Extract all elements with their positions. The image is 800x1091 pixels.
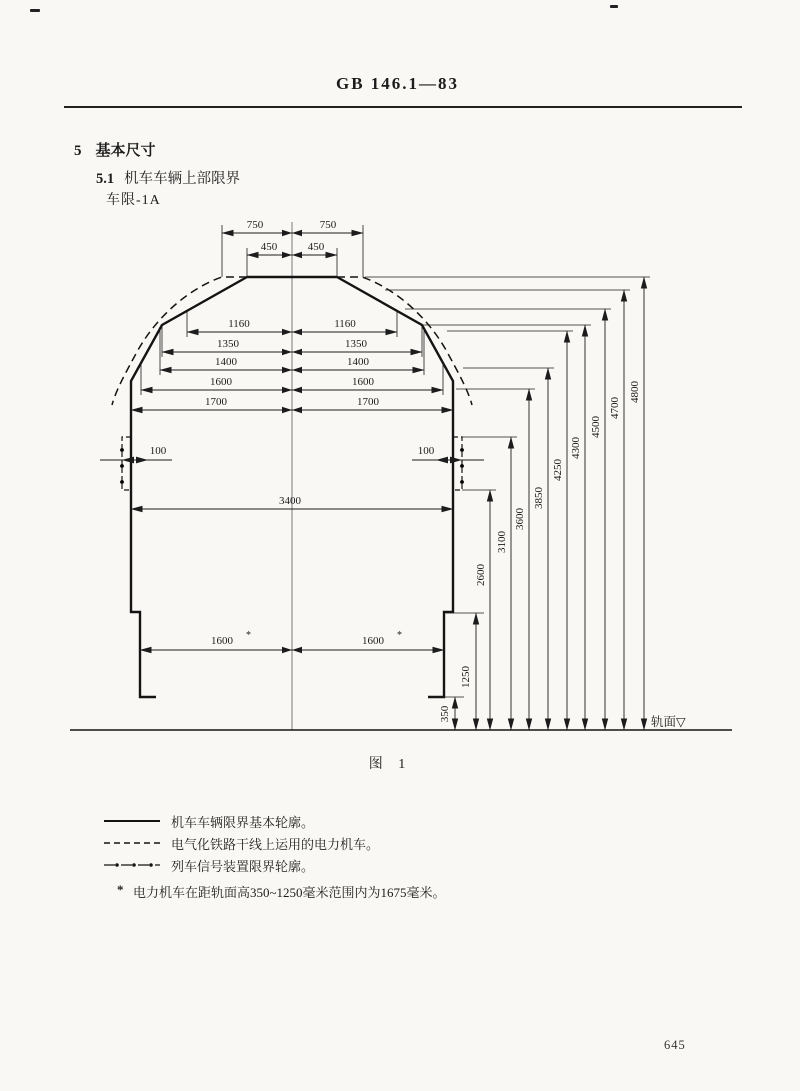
dim-label-1600-right: 1600: [352, 376, 374, 388]
signal-outline-dot: [120, 480, 124, 484]
dim-label-signal-offset-left: 100: [149, 445, 167, 457]
header-rule: [64, 106, 742, 108]
legend-label: 机车车辆限界基本轮廓。: [171, 814, 315, 830]
dash-dot-line-sample: [103, 860, 161, 870]
standard-code: GB 146.1—83: [336, 74, 460, 93]
dim-label-750-left: 750: [246, 219, 264, 231]
gauge-figure: [0, 200, 800, 780]
dim-label-450-left: 450: [260, 241, 278, 253]
dim-label-750-right: 750: [319, 219, 337, 231]
legend-item-electric-loco: [103, 832, 446, 854]
legend-item-signal-gauge: [103, 854, 446, 876]
asterisk-right: *: [397, 630, 402, 641]
height-label-3100: 3100: [496, 531, 508, 553]
dim-label-1700-right: 1700: [357, 396, 379, 408]
section-heading: [74, 139, 156, 160]
height-label-4250: 4250: [552, 459, 564, 481]
legend-item-basic-outline: [103, 810, 446, 832]
dim-label-1250: 1250: [460, 666, 472, 688]
height-label-4800: 4800: [629, 381, 641, 403]
scan-artifact: [30, 9, 40, 12]
subsection-heading: [96, 167, 240, 188]
subsection-number: 5.1: [96, 171, 115, 187]
height-label-4700: 4700: [609, 397, 621, 419]
dim-label-350: 350: [439, 705, 451, 723]
asterisk-left: *: [246, 630, 251, 641]
scan-artifact: [610, 5, 618, 8]
note-text: 电力机车在距轨面高350~1250毫米范围内为1675毫米。: [133, 885, 446, 900]
note-asterisk: *: [117, 882, 124, 897]
height-label-3850: 3850: [533, 487, 545, 509]
dim-label-1350-left: 1350: [217, 338, 239, 350]
subsection-title: 机车车辆上部限界: [124, 171, 241, 187]
dim-label-1160-left: 1160: [228, 318, 250, 330]
dim-label-1350-right: 1350: [345, 338, 367, 350]
section-number: 5: [74, 143, 82, 159]
height-label-4500: 4500: [590, 416, 602, 438]
dim-label-signal-offset-right: 100: [417, 445, 435, 457]
page-number: 645: [664, 1038, 686, 1052]
legend-note: [117, 882, 446, 901]
dim-label-450-right: 450: [307, 241, 325, 253]
signal-outline-dot: [460, 464, 464, 468]
signal-outline-dot: [120, 448, 124, 452]
figure-caption: 图 1: [368, 757, 412, 772]
signal-outline-dot: [460, 448, 464, 452]
dim-label-1400-right: 1400: [347, 356, 369, 368]
signal-outline-dot: [120, 464, 124, 468]
dim-label-1400-left: 1400: [215, 356, 237, 368]
gauge-name: 车限-1A: [106, 193, 161, 208]
dim-label-1160-right: 1160: [334, 318, 356, 330]
dim-label-1600-left: 1600: [210, 376, 232, 388]
figure-legend: [103, 810, 446, 901]
dim-label-1600-lower-right: 1600: [362, 635, 384, 647]
section-title: 基本尺寸: [95, 143, 156, 159]
legend-label: 列车信号装置限界轮廓。: [171, 858, 315, 874]
height-label-2600: 2600: [475, 564, 487, 586]
signal-outline-dot: [460, 480, 464, 484]
dim-label-1600-lower-left: 1600: [211, 635, 233, 647]
rail-surface-label: 轨面▽: [651, 715, 686, 729]
dim-label-1700-left: 1700: [205, 396, 227, 408]
dim-label-3400: 3400: [279, 495, 301, 507]
height-label-3600: 3600: [514, 508, 526, 530]
solid-line-sample: [103, 816, 161, 826]
dashed-line-sample: [103, 838, 161, 848]
legend-label: 电气化铁路干线上运用的电力机车。: [171, 836, 380, 852]
height-label-4300: 4300: [570, 437, 582, 459]
